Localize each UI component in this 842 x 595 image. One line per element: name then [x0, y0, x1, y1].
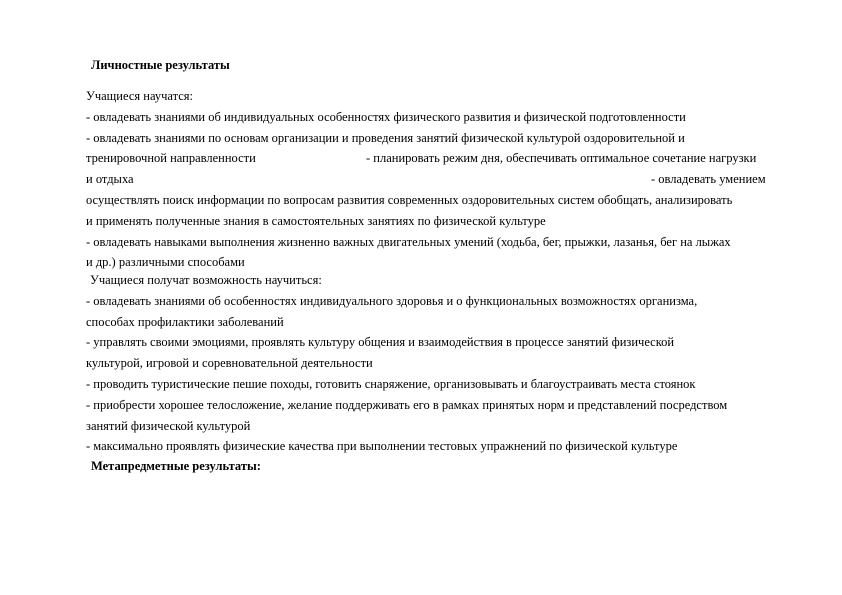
learn-item: - овладевать знаниями об индивидуальных особенностях физического развития и физической подготовленности: [86, 109, 686, 124]
opportunity-item: способах профилактики заболеваний: [86, 314, 284, 329]
opportunity-item: - максимально проявлять физические качества при выполнении тестовых упражнений по физической культуре: [86, 439, 678, 454]
opportunity-section: [86, 270, 806, 457]
personal-results-heading: Личностные результаты: [91, 58, 230, 72]
opportunity-item: культурой, игровой и соревновательной деятельности: [86, 356, 373, 371]
learn-item-row: [86, 169, 806, 190]
opportunity-item: занятий физической культурой: [86, 418, 251, 433]
opportunity-intro: Учащиеся получат возможность научиться:: [90, 273, 322, 287]
meta-results-heading: Метапредметные результаты:: [91, 459, 261, 473]
learn-item: - планировать режим дня, обеспечивать оптимальное сочетание нагрузки: [366, 151, 757, 166]
opportunity-item: - приобрести хорошее телосложение, желание поддерживать его в рамках принятых норм и представлений посредством: [86, 397, 728, 412]
learn-item: и отдыха: [86, 172, 134, 187]
learn-item: и др.) различными способами: [86, 255, 245, 270]
opportunity-item: - овладевать знаниями об особенностях индивидуального здоровья и о функциональных возможностях организма,: [86, 293, 698, 308]
learn-item: и применять полученные знания в самостоятельных занятиях по физической культуре: [86, 213, 546, 228]
learn-item: - овладевать умением: [651, 172, 766, 187]
learn-item: - овладевать знаниями по основам организации и проведения занятий физической культурой оздоровительной и: [86, 130, 685, 145]
learn-item: тренировочной направленности: [86, 151, 256, 166]
learn-intro: Учащиеся научатся:: [86, 89, 194, 103]
learn-section: [86, 86, 806, 273]
opportunity-item: - проводить туристические пешие походы, готовить снаряжение, организовывать и благоустраивать места стоянок: [86, 376, 696, 391]
learn-item-row: [86, 148, 806, 169]
learn-item: - овладевать навыками выполнения жизненно важных двигательных умений (ходьба, бег, прыжки, лазанья, бег на лыжах: [86, 234, 731, 249]
learn-item: осуществлять поиск информации по вопросам развития современных оздоровительных систем обобщать, анализировать: [86, 192, 733, 207]
opportunity-item: - управлять своими эмоциями, проявлять культуру общения и взаимодействия в процессе занятий физической: [86, 335, 675, 350]
